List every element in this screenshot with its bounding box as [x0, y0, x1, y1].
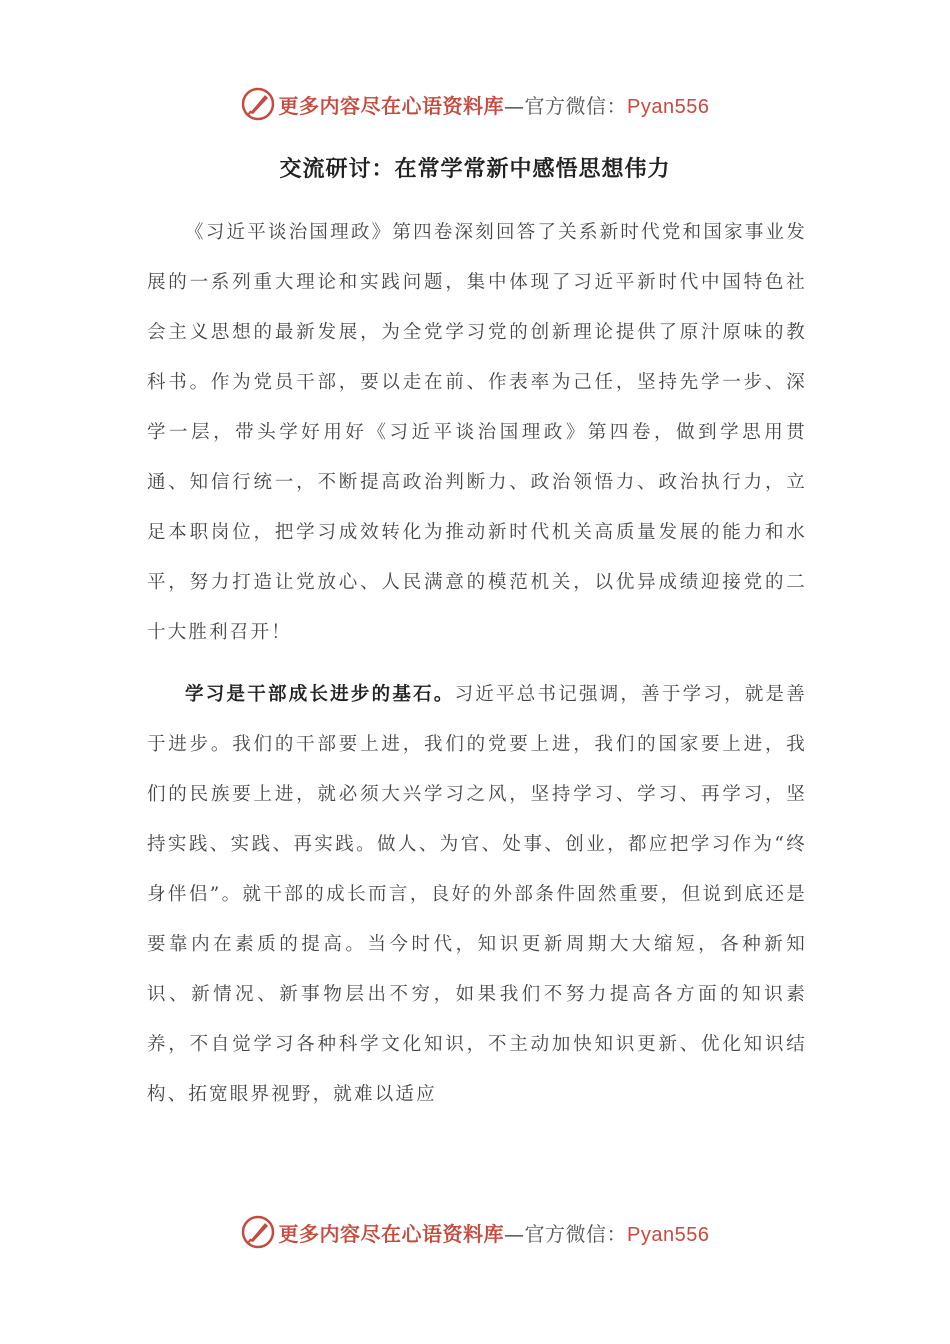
banner-wechat-id: Pyan556	[627, 95, 710, 118]
header-banner	[0, 84, 950, 124]
banner-title: 更多内容尽在心语资料库	[278, 93, 505, 118]
banner-label: 官方微信：	[524, 1221, 628, 1246]
banner-label: 官方微信：	[524, 93, 628, 118]
paragraph-1-text: 《习近平谈治国理政》第四卷深刻回答了关系新时代党和国家事业发展的一系列重大理论和实践问题，集中体现了习近平新时代中国特色社会主义思想的最新发展，为全党学习党的创新理论提供了原汁原味的教科书。作为党员干部，要以走在前、作表率为己任，坚持先学一步、深学一层，带头学好用好《习近平谈治国理政》第四卷，做到学思用贯通、知信行统一，不断提高政治判断力、政治领悟力、政治执行力，立足本职岗位，把学习成效转化为推动新时代机关高质量发展的能力和水平，努力打造让党放心、人民满意的模范机关，以优异成绩迎接党的二十大胜利召开！	[147, 222, 807, 643]
banner-wechat-id: Pyan556	[627, 1223, 710, 1246]
footer-banner	[0, 1212, 950, 1252]
paragraph-1	[147, 208, 807, 658]
paragraph-2-lead: 学习是干部成长进步的基石。	[185, 684, 455, 705]
banner-dash: —	[504, 93, 525, 118]
quill-logo-icon	[241, 87, 275, 121]
banner-dash: —	[504, 1221, 525, 1246]
quill-logo-icon	[241, 1215, 275, 1249]
paragraph-2	[147, 670, 807, 1120]
banner-title: 更多内容尽在心语资料库	[278, 1221, 505, 1246]
paragraph-2-text: 习近平总书记强调，善于学习，就是善于进步。我们的干部要上进，我们的党要上进，我们的国家要上进，我们的民族要上进，就必须大兴学习之风，坚持学习、学习、再学习，坚持实践、实践、再实践。做人、为官、处事、创业，都应把学习作为“终身伴侣”。就干部的成长而言，良好的外部条件固然重要，但说到底还是要靠内在素质的提高。当今时代，知识更新周期大大缩短，各种新知识、新情况、新事物层出不穷，如果我们不努力提高各方面的知识素养，不自觉学习各种科学文化知识，不主动加快知识更新、优化知识结构、拓宽眼界视野，就难以适应	[147, 684, 807, 1105]
document-title: 交流研讨：在常学常新中感悟思想伟力	[279, 157, 671, 182]
